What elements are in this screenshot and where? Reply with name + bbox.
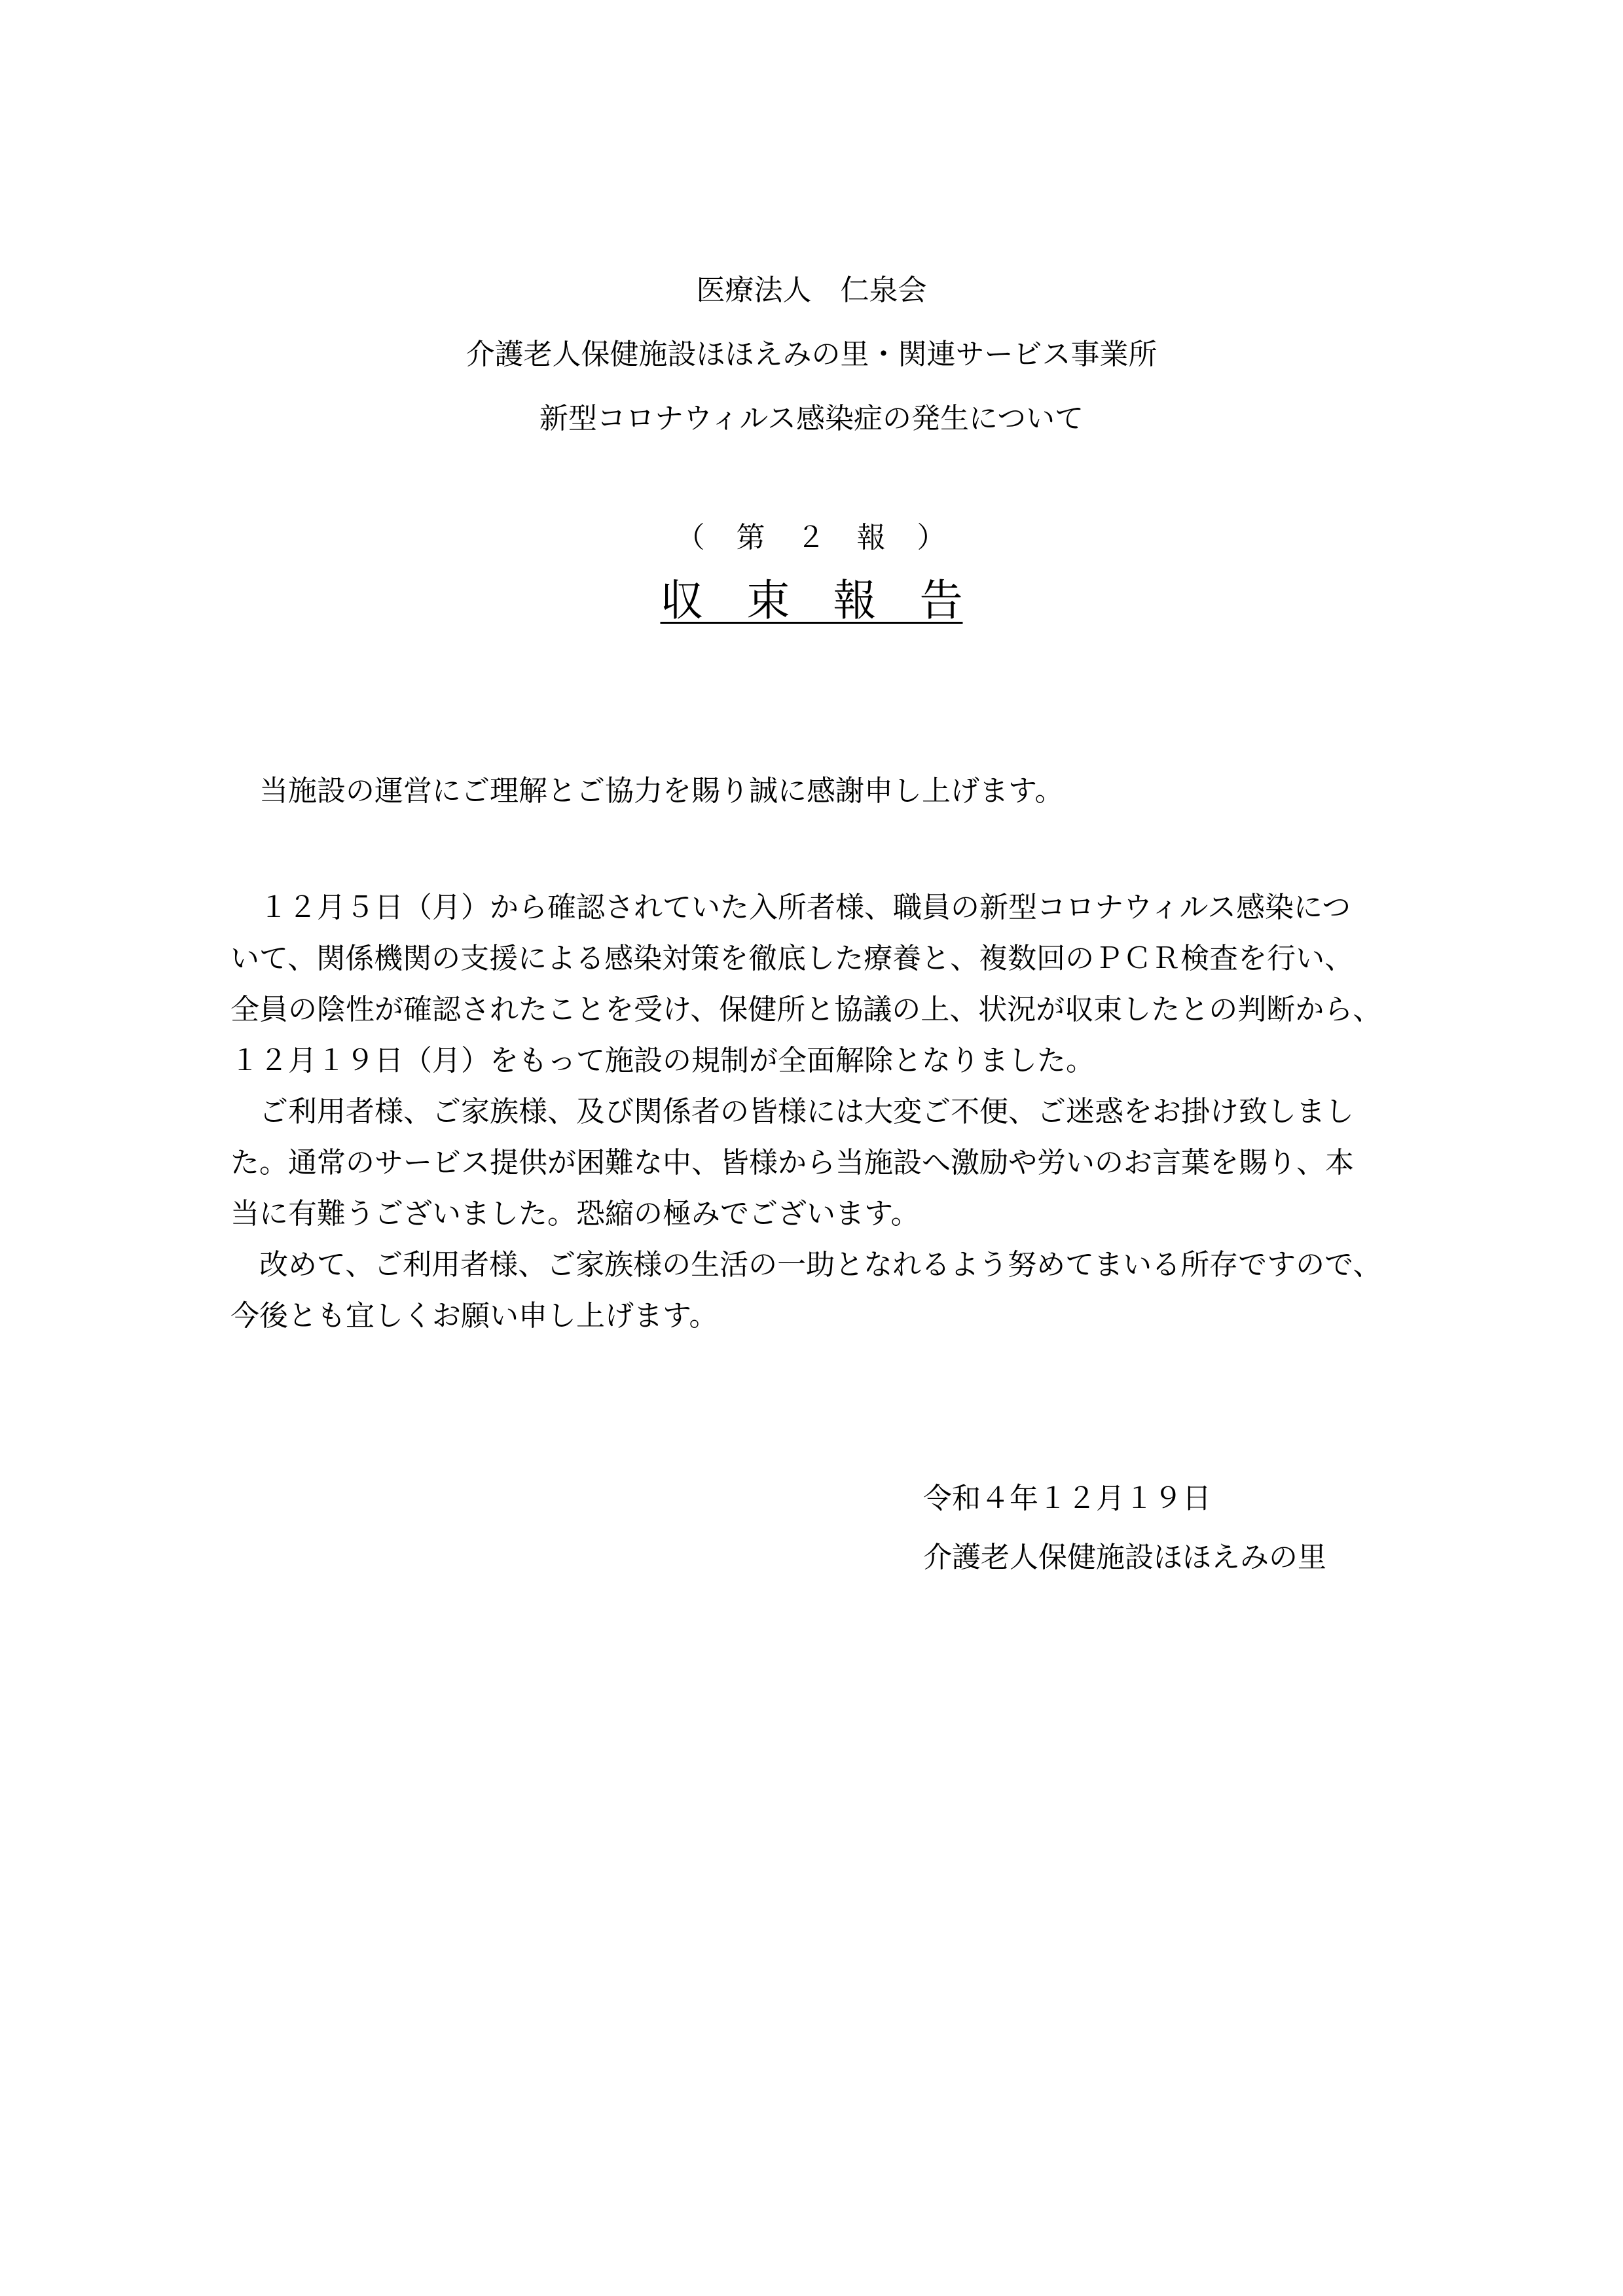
body-line: いて、関係機関の支援による感染対策を徹底した療養と、複数回のＰＣＲ検査を行い、 (230, 942, 1354, 975)
body-line: １２月５日（月）から確認されていた入所者様、職員の新型コロナウィルス感染につ (230, 891, 1351, 924)
body-line: 当に有難うございました。恐縮の極みでございます。 (230, 1197, 920, 1230)
facility-name: 介護老人保健施設ほほえみの里・関連サービス事業所 (465, 338, 1158, 371)
notice-subject: 新型コロナウィルス感染症の発生について (539, 402, 1084, 435)
body-line: 改めて、ご利用者様、ご家族様の生活の一助となれるよう努めてまいる所存ですので、 (230, 1248, 1382, 1282)
signature-date: 令和４年１２月１９日 (923, 1482, 1211, 1515)
document-title: 収 束 報 告 (660, 575, 963, 626)
body-line: ご利用者様、ご家族様、及び関係者の皆様には大変ご不便、ご迷惑をお掛け致しまし (230, 1095, 1354, 1128)
report-number: （ 第 ２ 報 ） (676, 521, 947, 554)
intro-text: 当施設の運営にご理解とご協力を賜り誠に感謝申し上げます。 (230, 774, 1064, 808)
corporation-name: 医療法人 仁泉会 (696, 274, 927, 307)
body-line: 全員の陰性が確認されたことを受け、保健所と協議の上、状況が収束したとの判断から、 (230, 993, 1382, 1026)
document-title-wrapper (0, 569, 1623, 632)
intro-paragraph (230, 766, 1399, 817)
main-body (230, 882, 1399, 1342)
body-line: １２月１９日（月）をもって施設の規制が全面解除となりました。 (230, 1044, 1095, 1077)
signature-organization: 介護老人保健施設ほほえみの里 (923, 1541, 1326, 1574)
body-line: た。通常のサービス提供が困難な中、皆様から当施設へ激励や労いのお言葉を賜り、本 (230, 1146, 1354, 1179)
body-line: 今後とも宜しくお願い申し上げます。 (230, 1299, 718, 1333)
